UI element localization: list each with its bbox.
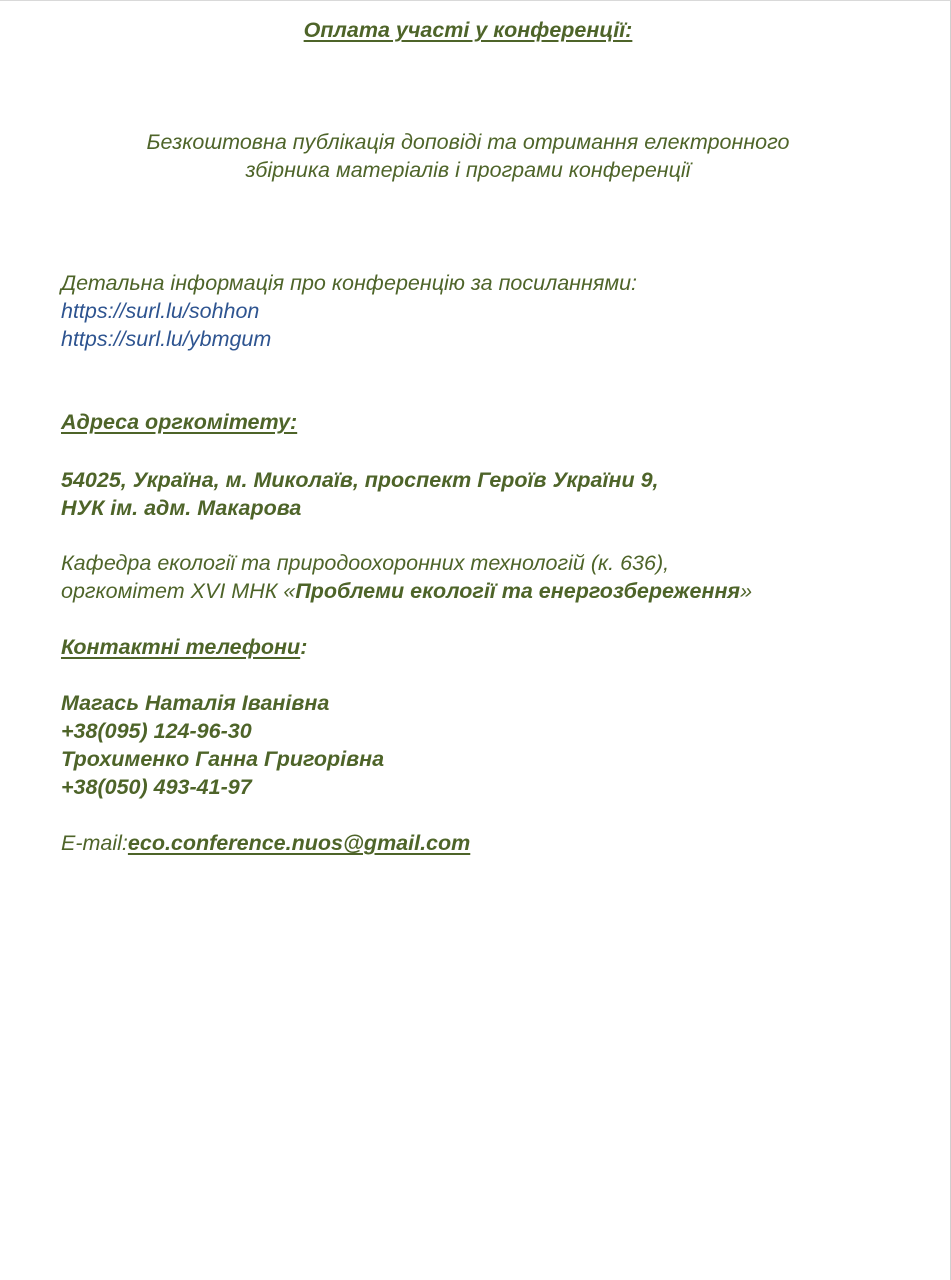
- contacts-heading: Контактні телефони: [61, 635, 301, 659]
- email-line: [61, 829, 470, 857]
- department-line: Кафедра екології та природоохоронних технологій (к. 636),: [61, 551, 670, 575]
- committee-line: [61, 577, 752, 605]
- contacts-heading-line: [61, 633, 307, 661]
- conference-link-2[interactable]: https://surl.lu/ybmgum: [61, 327, 272, 351]
- committee-suffix: »: [740, 579, 753, 603]
- info-label: Детальна інформація про конференцію за посиланнями:: [61, 271, 637, 295]
- committee-name: Проблеми екології та енергозбереження: [295, 579, 741, 603]
- payment-heading: Оплата участі у конференції:: [303, 18, 633, 42]
- email-link[interactable]: eco.conference.nuos@gmail.com: [127, 831, 471, 855]
- contact-phone-2: +38(050) 493-41-97: [61, 775, 252, 799]
- contact-phone-1: +38(095) 124-96-30: [61, 719, 252, 743]
- contact-name-2: Трохименко Ганна Григорівна: [61, 747, 385, 771]
- email-label: E-mail:: [61, 831, 128, 855]
- address-line-2: НУК ім. адм. Макарова: [61, 496, 302, 520]
- address-line-1: 54025, Україна, м. Миколаїв, проспект Героїв України 9,: [61, 468, 659, 492]
- conference-link-1[interactable]: https://surl.lu/sohhon: [61, 299, 260, 323]
- contacts-heading-colon: :: [300, 635, 308, 659]
- payment-line-1: Безкоштовна публікація доповіді та отримання електронного: [146, 130, 790, 154]
- address-heading: Адреса оргкомітету:: [61, 410, 298, 434]
- committee-prefix: оргкомітет XVI МНК «: [61, 579, 296, 603]
- contact-name-1: Магась Наталія Іванівна: [61, 691, 330, 715]
- payment-line-2: збірника матеріалів і програми конференції: [245, 158, 691, 182]
